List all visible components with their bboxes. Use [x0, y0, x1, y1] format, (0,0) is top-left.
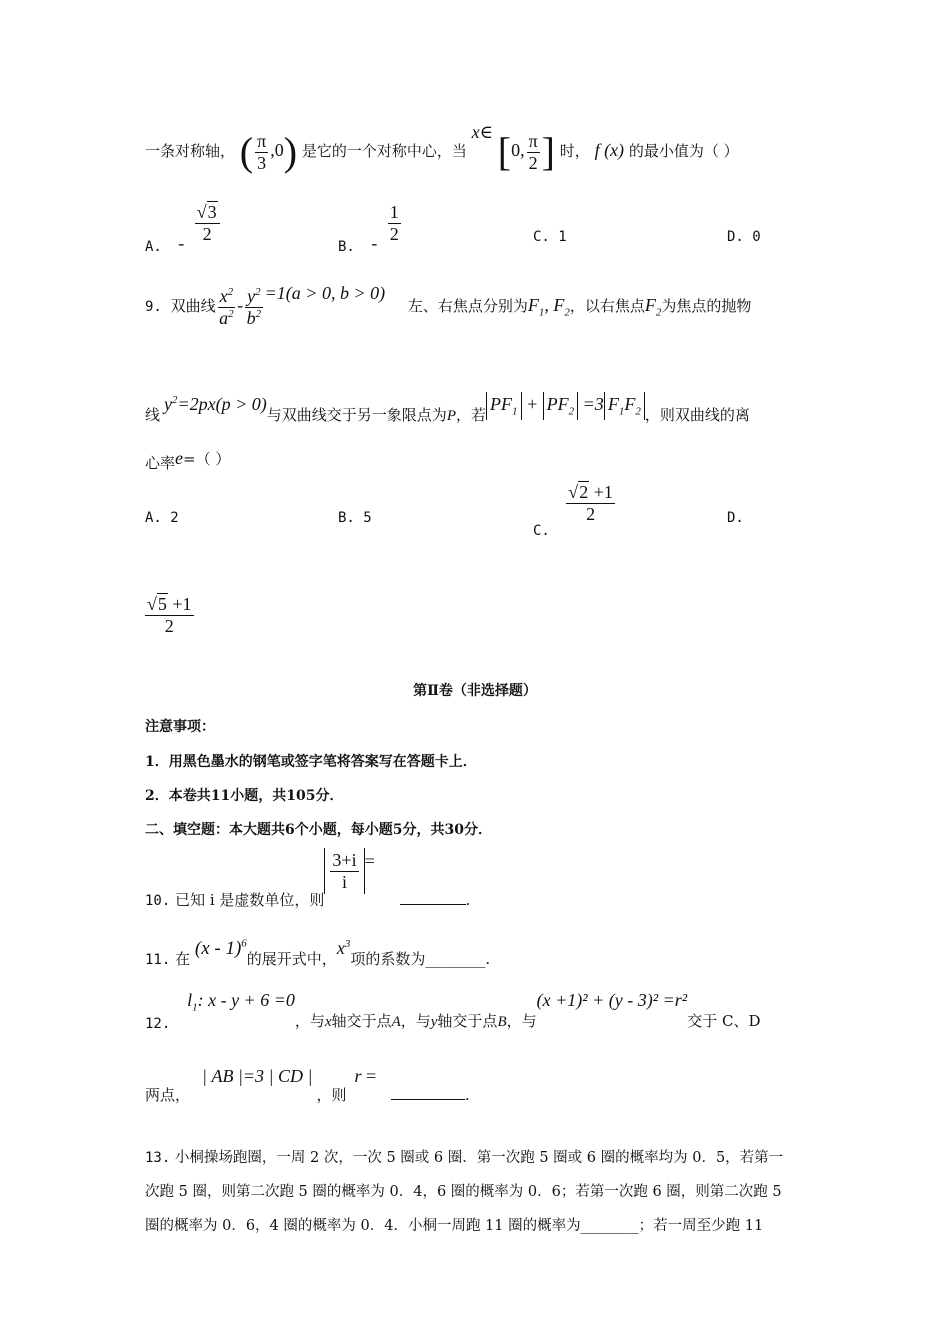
- q13-line1: [145, 1146, 783, 1167]
- q9-option-a: A. 2: [145, 510, 179, 526]
- q9-option-d-fraction: $\frac{√5 +1}{2}$: [147, 594, 192, 636]
- q8-prefix: 一条对称轴，: [145, 142, 236, 160]
- q9-line1: [145, 283, 752, 328]
- q12-cond: | AB |=3 | CD |: [202, 1066, 313, 1086]
- radius-r: r: [354, 1066, 362, 1086]
- center-fraction: [255, 131, 268, 173]
- center-tail: ,0: [270, 140, 284, 160]
- q12-text5: ，与: [506, 1012, 537, 1030]
- point-p: P: [446, 407, 456, 424]
- hyper-tail: =1(a > 0, b > 0): [264, 283, 386, 304]
- q8-option-a: [145, 202, 222, 256]
- q13-number: 13.: [145, 1150, 171, 1166]
- q13-line3: 圈的概率为 0．6，4 圈的概率为 0．4．小桐一周跑 11 圈的概率为________；若一周至少跑 11: [145, 1218, 764, 1234]
- part2-title: 第Ⅱ卷（非选择题）: [413, 683, 537, 699]
- interval-zero: 0,: [511, 140, 525, 160]
- q11-tail: 项的系数为________.: [350, 950, 491, 969]
- interval-open: [: [497, 129, 512, 174]
- q11-text: 的展开式中，: [246, 950, 337, 969]
- q9-lead: 双曲线: [170, 297, 216, 316]
- hyper-minus: -: [237, 295, 244, 316]
- q8-b-label: B.: [338, 239, 355, 256]
- center-close-paren: ): [283, 129, 298, 174]
- q9-line2-lead: 线: [145, 405, 161, 424]
- q9-text3: 为焦点的抛物: [661, 297, 752, 316]
- q9-option-b: B. 5: [338, 510, 372, 526]
- q12-number: 12.: [145, 1016, 171, 1032]
- notice-title: 注意事项：: [145, 719, 215, 735]
- q12-tail: .: [464, 1086, 470, 1104]
- section-heading: 二、填空题：本大题共6个小题，每小题5分，共30分．: [145, 822, 492, 838]
- hyper-x-fraction: $\frac{x^2}{a^2}$: [219, 286, 234, 328]
- interval-close: ]: [541, 129, 555, 174]
- q8-a-fraction: $\frac{√3}{2}$: [195, 202, 220, 244]
- q12-text3: ，与: [400, 1012, 431, 1030]
- q8-suffix: 的最小值为（ ）: [628, 142, 739, 160]
- q11-number: 11.: [145, 952, 171, 969]
- q8-mid2: 时，: [559, 142, 590, 160]
- q8-a-sign: -: [178, 233, 185, 254]
- notice-2: 2．本卷共11小题，共105分．: [145, 788, 344, 804]
- condition: $PF_1 + PF_2 =3$ $F_1F_2$: [486, 394, 645, 414]
- q9-text5: ，若: [455, 405, 486, 424]
- q9-option-c: [533, 482, 617, 540]
- q9-option-d-label: D.: [727, 510, 744, 526]
- q8-line: [145, 122, 739, 173]
- q8-b-sign: -: [371, 233, 378, 254]
- q9-number: 9.: [145, 299, 162, 316]
- q9-line2: [145, 392, 750, 424]
- q10-blank[interactable]: [400, 904, 466, 905]
- q8-b-fraction: $\frac{1}{2}$: [389, 202, 399, 244]
- q9-text4: 与双曲线交于另一象限点为: [266, 405, 447, 424]
- circle-eq: (x +1)² + (y - 3)² =r²: [536, 990, 688, 1010]
- q9-e-tail: =（ ）: [183, 450, 231, 468]
- sqrt-sign: √3: [196, 202, 217, 222]
- q11-lead: 在: [175, 950, 191, 969]
- q8-option-b: [338, 202, 403, 256]
- focus-f2: $F_2$: [644, 295, 662, 319]
- q8-a-label: A.: [145, 239, 162, 256]
- q13-text1: 小桐操场跑圈，一周 2 次，一次 5 圈或 6 圈．第一次跑 5 圈或 6 圈的概率均为 0．5，若第一: [174, 1150, 784, 1166]
- eccentricity-e: e: [175, 448, 184, 468]
- q10-eq: =: [364, 851, 375, 872]
- q12-text2: 轴交于点: [331, 1012, 392, 1030]
- q11-line: [145, 938, 491, 969]
- hyper-y-fraction: $\frac{y^2}{b^2}$: [246, 286, 262, 328]
- q9-text1: 左、右焦点分别为: [407, 297, 528, 316]
- q12-line1: 12. $l_1$: x - y + 6 =0，与x轴交于点A，与y轴交于点B，与(x +1)² + (y - 3)² =r²交于 C、D: [145, 990, 761, 1032]
- q8-option-c: C. 1: [533, 229, 567, 245]
- q12-line2-lead: 两点，: [145, 1086, 191, 1104]
- q10-text: 已知 i 是虚数单位，则: [175, 891, 325, 910]
- line-l1: $l_1$: x - y + 6 =0: [187, 990, 295, 1014]
- foci-f1: $F_1$, $F_2$: [527, 295, 570, 319]
- q12-text6: 交于 C、D: [687, 1012, 761, 1030]
- interval-den: 2: [528, 152, 538, 173]
- center-open-paren: (: [239, 129, 254, 174]
- notice-1: 1．用黑色墨水的钢笔或签字笔将答案写在答题卡上．: [145, 754, 477, 770]
- fx: f (x): [594, 140, 625, 160]
- q12-text7: ，则: [316, 1086, 347, 1104]
- q8-mid: 是它的一个对称中心，当: [301, 142, 467, 160]
- interval-fraction: [527, 131, 540, 173]
- q10-line: [145, 848, 471, 910]
- q12-text1: ，与: [294, 1012, 325, 1030]
- q12-blank[interactable]: [391, 1099, 465, 1100]
- q8-option-d: D. 0: [727, 229, 761, 245]
- x-in: x∈: [471, 122, 493, 142]
- q10-tail: .: [465, 891, 471, 910]
- q9-text6: ，则双曲线的离: [644, 405, 750, 424]
- x-cubed: $x^3$: [336, 938, 351, 959]
- interval-num: π: [528, 130, 538, 151]
- q9-c-label: C.: [533, 523, 550, 540]
- q12-line2: 两点，| AB |=3 | CD |，则r = .: [145, 1066, 470, 1104]
- q9-c-fraction: $\frac{√2 +1}{2}$: [568, 482, 613, 524]
- q12-text4: 轴交于点: [437, 1012, 498, 1030]
- q9-line3: [145, 448, 231, 472]
- abs-fraction: $\frac{3+i}{i}$: [324, 848, 364, 894]
- center-num: π: [257, 130, 267, 151]
- q9-text2: ，以右焦点: [569, 297, 645, 316]
- binomial: (x - 1)$^6$: [194, 938, 247, 960]
- center-den: 3: [257, 152, 267, 173]
- q13-line2: 次跑 5 圈，则第二次跑 5 圈的概率为 0．4，6 圈的概率为 0．6；若第一次跑 6 圈，则第二次跑 5: [145, 1184, 782, 1200]
- parabola: $y^2=2px(p > 0)$: [164, 393, 267, 414]
- q10-number: 10.: [145, 893, 171, 910]
- q9-line3-text: 心率: [145, 454, 176, 472]
